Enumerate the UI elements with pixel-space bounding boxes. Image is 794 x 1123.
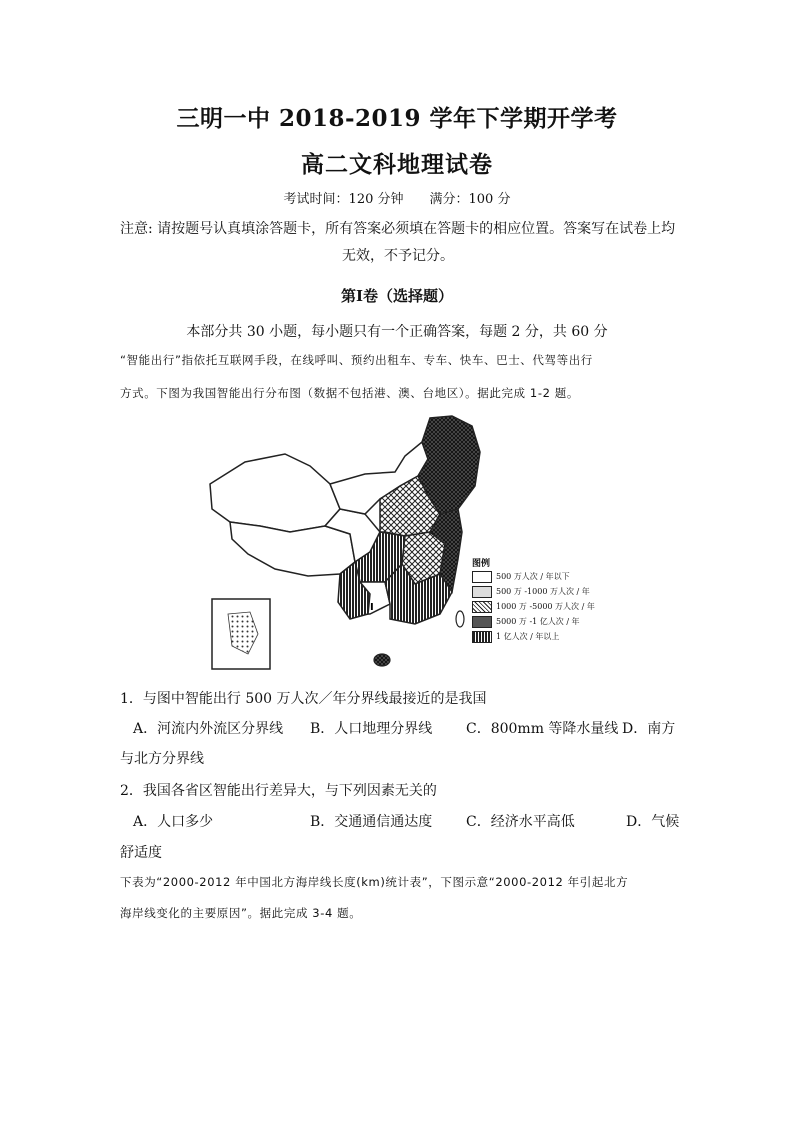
notice [120,216,676,270]
question-2-stem: 2．我国各省区智能出行差异大，与下列因素无关的 [120,783,437,799]
exam-title: 三明一中 2018-2019 学年下学期开学考 [176,105,618,132]
q2-option-c: C．经济水平高低 [466,814,575,830]
q2-option-d: D．气候 [626,814,680,830]
legend-item-4: 5000 万 -1 亿人次 / 年 [472,614,612,629]
exam-subtitle: 高二文科地理试卷 [301,151,493,178]
region-xinjiang [210,454,340,532]
notice-line1: 注意: 请按题号认真填涂答题卡，所有答案必须填在答题卡的相应位置。答案写在试卷上均 [120,221,676,237]
smart-travel-map [190,414,610,676]
full-score: 满分：100 分 [429,192,511,207]
q1-option-d: D．南方 [622,721,676,737]
q1-option-b: B．人口地理分界线 [310,721,433,737]
section-title: 第Ⅰ卷（选择题） [340,287,454,305]
q2-option-d-continuation: 舒适度 [120,845,162,861]
map-marker: I [370,602,374,613]
q2-option-b: B．交通通信通达度 [310,814,433,830]
q2-option-a: A．人口多少 [133,814,214,830]
region-taiwan [456,611,464,627]
legend-item-2: 500 万 -1000 万人次 / 年 [472,584,612,599]
passage2-line1: 下表为“2000-2012 年中国北方海岸线长度(km)统计表”，下图示意“2000-2012 年引起北方 [120,875,629,889]
section-instructions: 本部分共 30 小题，每小题只有一个正确答案，每题 2 分，共 60 分 [186,324,608,340]
passage2-line2: 海岸线变化的主要原因”。据此完成 3-4 题。 [120,906,362,920]
legend-title: 图例 [472,559,491,569]
legend-item-5: 1 亿人次 / 年以上 [472,629,612,644]
notice-line2: 无效，不予记分。 [342,248,454,264]
passage1-line2: 方式。下图为我国智能出行分布图（数据不包括港、澳、台地区）。据此完成 1-2 题。 [120,386,579,400]
map-legend [472,556,612,644]
q1-option-a: A．河流内外流区分界线 [133,721,284,737]
region-hainan [374,654,390,666]
q1-option-c: C．800mm 等降水量线 [466,721,619,737]
legend-item-1: 500 万人次 / 年以下 [472,569,612,584]
passage1-line1: “智能出行”指依托互联网手段，在线呼叫、预约出租车、专车、快车、巴士、代驾等出行 [120,353,593,367]
legend-item-3: 1000 万 -5000 万人次 / 年 [472,599,612,614]
exam-meta [0,188,794,207]
exam-time: 考试时间：120 分钟 [283,192,404,207]
question-1-stem: 1．与图中智能出行 500 万人次／年分界线最接近的是我国 [120,691,487,707]
q1-option-d-continuation: 与北方分界线 [120,751,204,767]
